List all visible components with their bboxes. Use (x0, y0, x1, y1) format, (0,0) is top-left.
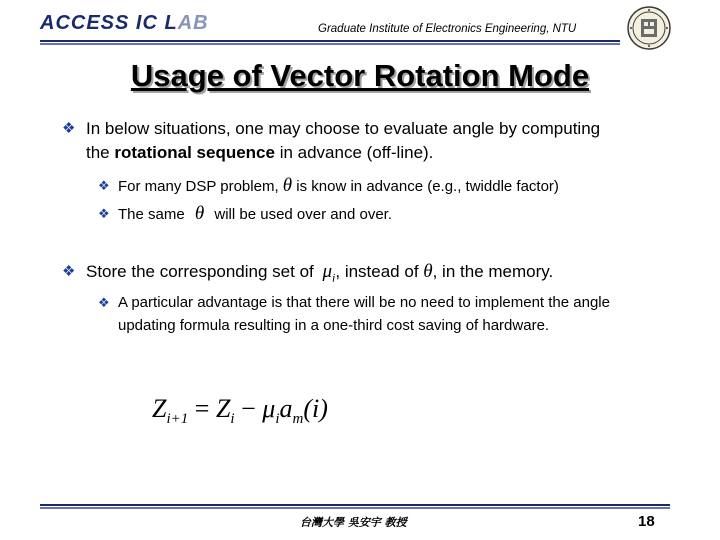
formula-equals: = (188, 394, 216, 423)
lab-logo-suffix: AB (177, 12, 209, 34)
institute-name: Graduate Institute of Electronics Engineering, NTU (318, 23, 577, 35)
formula-mu-sub: i (275, 411, 280, 428)
footer-author: 台灣大學 吳安宇 教授 (300, 516, 407, 529)
sub-bullet-2-1 (98, 291, 646, 337)
lab-logo-text (40, 12, 209, 35)
sub-bullet-1-2-post: will be used over and over. (210, 206, 392, 223)
university-seal-icon (627, 6, 671, 50)
sub-bullet-2-1-text: A particular advantage is that there will be no need to implement the angle updating formula resulting in a one-third cost saving of hardware. (118, 294, 610, 334)
formula-lhs: Z (152, 394, 167, 423)
lab-logo-prefix: ACCESS IC L (40, 12, 178, 34)
diamond-bullet-icon: ❖ (98, 295, 110, 310)
mu-subscript: i (332, 270, 336, 285)
formula-minus: − (234, 394, 263, 423)
page-number: 18 (638, 513, 655, 530)
slide-title: Usage of Vector Rotation Mode (130, 58, 590, 93)
bullet-item-1 (62, 117, 622, 165)
bullet-1-text-post: in advance (off-line). (274, 143, 434, 162)
sub-bullet-1-1 (98, 174, 688, 198)
diamond-bullet-icon: ❖ (62, 263, 76, 280)
formula-arg: (i) (303, 394, 328, 423)
sub-bullet-1-1-post: is know in advance (e.g., twiddle factor) (292, 178, 559, 195)
bullet-2-text-pre: Store the corresponding set of (86, 262, 319, 281)
diamond-bullet-icon: ❖ (98, 206, 110, 221)
mu-symbol: μ (322, 261, 333, 282)
bullet-2-text-post: , in the memory. (432, 262, 554, 281)
formula-lhs-sub: i+1 (166, 411, 189, 428)
formula-z: Z (215, 394, 231, 423)
sub-bullet-1-2-pre: The same (118, 206, 189, 223)
rotation-formula (152, 394, 328, 428)
formula-z-sub: i (230, 411, 235, 428)
bullet-1-bold-text: rotational sequence (114, 143, 275, 162)
diamond-bullet-icon: ❖ (62, 120, 76, 137)
bullet-item-2 (62, 260, 682, 289)
sub-bullet-1-1-pre: For many DSP problem, (118, 178, 283, 195)
theta-symbol: θ (423, 261, 433, 282)
formula-mu: μ (262, 394, 276, 423)
footer-divider (40, 504, 670, 509)
diamond-bullet-icon: ❖ (98, 178, 110, 193)
formula-a-sub: m (292, 411, 304, 428)
header-divider (40, 40, 620, 45)
theta-symbol: θ (194, 203, 205, 224)
sub-bullet-1-2 (98, 202, 688, 226)
formula-a: a (279, 394, 293, 423)
bullet-1-text-pre: In below situations, one may choose to evaluate angle by computing the (86, 119, 601, 162)
bullet-2-text-mid: , instead of (335, 262, 424, 281)
theta-symbol: θ (282, 175, 293, 196)
